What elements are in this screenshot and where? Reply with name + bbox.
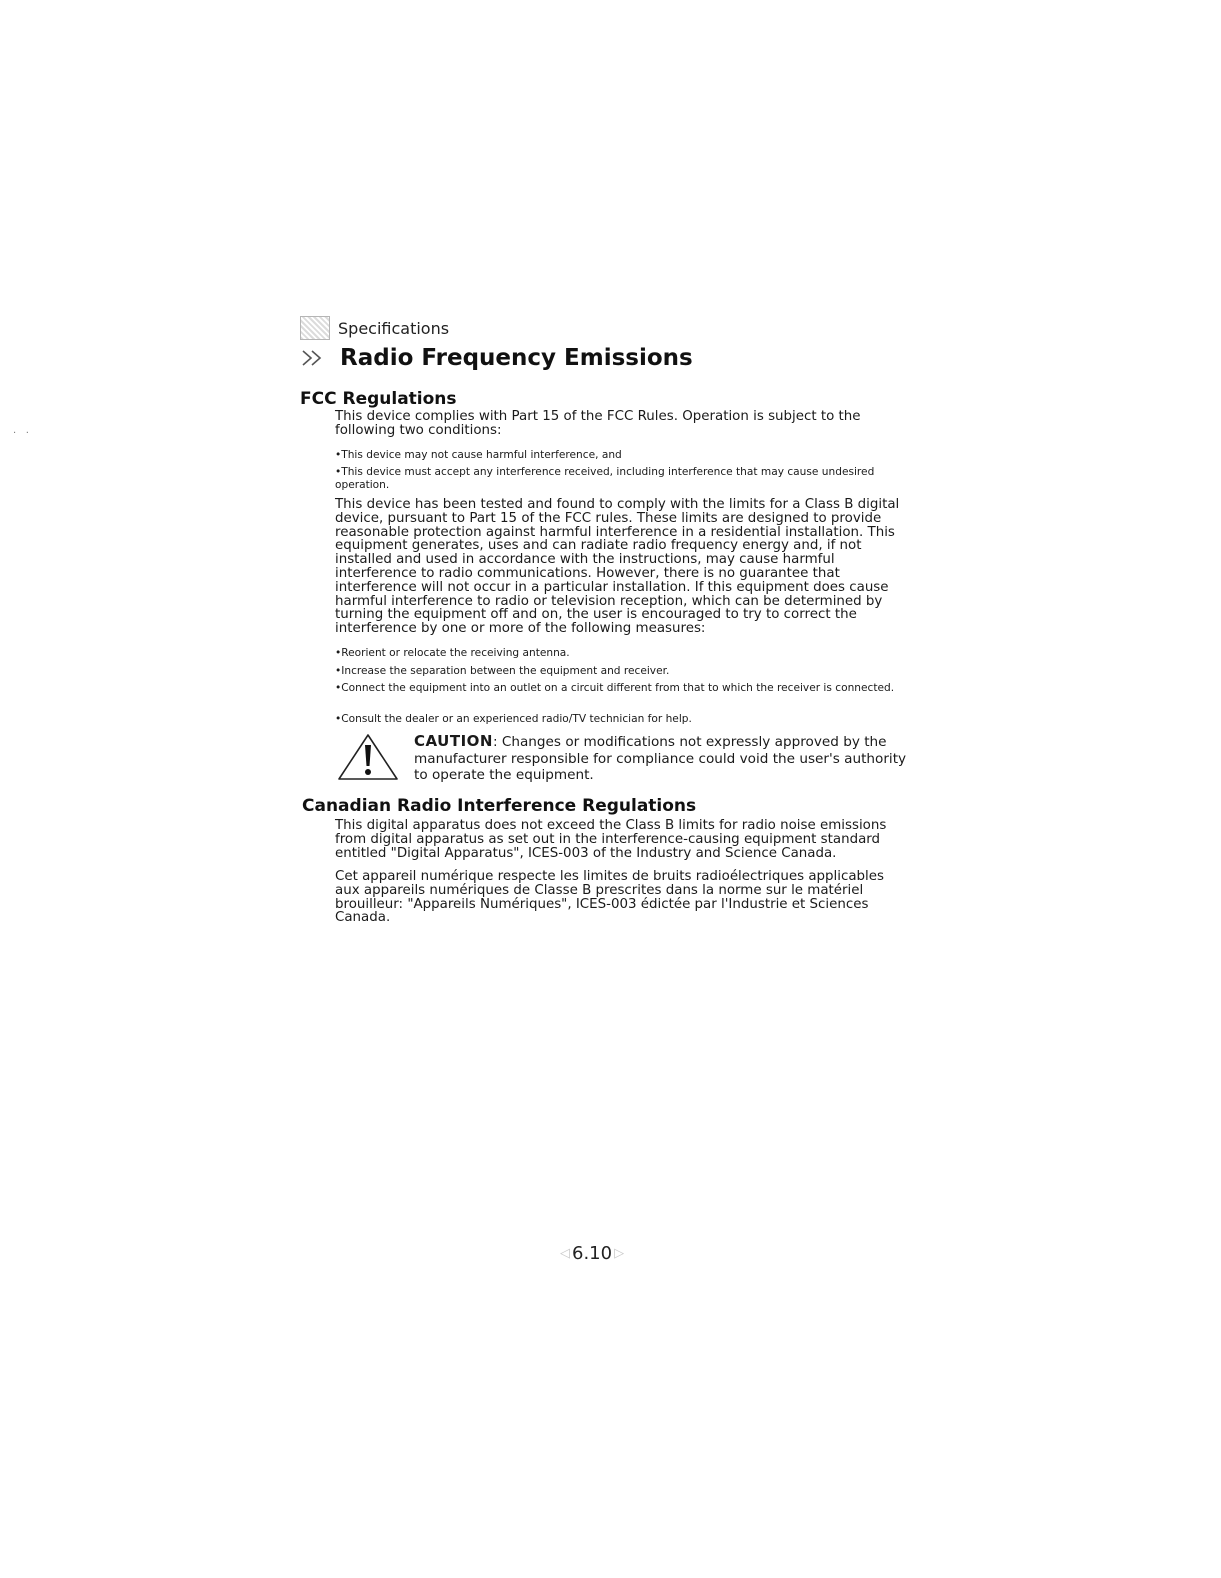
fcc-measure-4: •Consult the dealer or an experienced radio/TV technician for help. (335, 713, 692, 725)
canada-heading: Canadian Radio Interference Regulations (302, 796, 697, 816)
fcc-measure-2: •Increase the separation between the equipment and receiver. (335, 665, 670, 677)
fcc-measure-1: •Reorient or relocate the receiving antenna. (335, 647, 570, 659)
page-ornament-right-icon: ▷ (614, 1246, 625, 1261)
warning-icon (337, 733, 399, 781)
scan-specks: · · (13, 428, 29, 439)
specifications-icon (300, 316, 330, 340)
caution-text: : Changes or modifications not expressly approved by the manufacturer responsible for compliance could void the user's authority to operate the equipment. (414, 734, 907, 784)
title-row (300, 345, 693, 371)
page-title: Radio Frequency Emissions (340, 345, 693, 371)
double-chevron-icon (300, 347, 330, 369)
fcc-measure-3: •Connect the equipment into an outlet on a circuit different from that to which the receiver is connected. (335, 682, 895, 694)
fcc-condition-1: •This device may not cause harmful interference, and (335, 449, 622, 461)
caution-label: CAUTION (414, 732, 493, 750)
fcc-heading: FCC Regulations (300, 389, 457, 409)
page-number (560, 1243, 624, 1264)
section-label: Specifications (338, 318, 450, 338)
caution-note (414, 733, 914, 784)
fcc-condition-2: •This device must accept any interference received, including interference that may cause undesired operation. (335, 466, 875, 491)
page-ornament-left-icon: ◁ (560, 1246, 570, 1261)
fcc-intro: This device complies with Part 15 of the FCC Rules. Operation is subject to the following two conditions: (335, 409, 861, 438)
section-header (300, 316, 449, 340)
canada-english: This digital apparatus does not exceed the Class B limits for radio noise emissions from digital apparatus as set out in the interference-causing equipment standard entitled "Digital Apparatus", ICES-003 of the Industry and Science Canada. (335, 818, 887, 861)
page-number-text: 6.10 (572, 1243, 613, 1264)
fcc-body: This device has been tested and found to comply with the limits for a Class B digital device, pursuant to Part 15 of the FCC rules. These limits are designed to provide reasonable protection against harmful interference in a residential installation. This equipment generates, uses and can radiate radio frequency energy and, if not installed and used in accordance with the instructions, may cause harmful interference to radio communications. However, there is no guarantee that interference will not occur in a particular installation. If this equipment does cause harmful interference to radio or television reception, which can be determined by turning the equipment off and on, the user is encouraged to try to correct the interference by one or more of the following measures: (335, 497, 900, 637)
canada-french: Cet appareil numérique respecte les limites de bruits radioélectriques applicables aux appareils numériques de Classe B prescrites dans la norme sur le matériel brouilleur: "Appareils Numériques", ICES-003 édictée par l'Industrie et Sciences Canada. (335, 869, 884, 926)
